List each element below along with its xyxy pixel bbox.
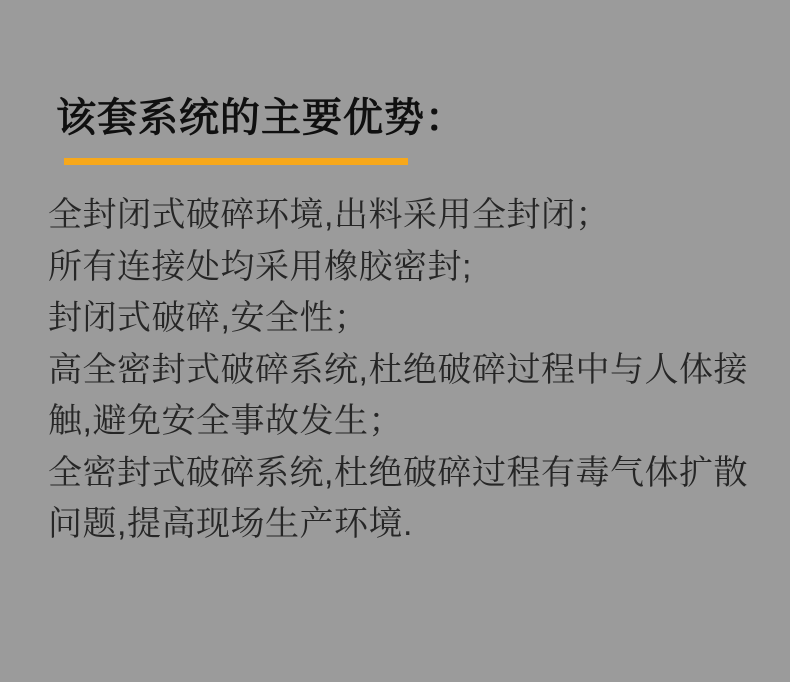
advantage-line: 问题,提高现场生产环境. bbox=[48, 505, 413, 543]
advantage-line: 全密封式破碎系统,杜绝破碎过程有毒气体扩散 bbox=[48, 453, 748, 492]
advantage-line: 封闭式破碎,安全性； bbox=[48, 299, 369, 337]
advantage-line: 触,避免安全事故发生； bbox=[48, 402, 403, 440]
advantage-line: 所有连接处均采用橡胶密封; bbox=[48, 247, 472, 286]
page-title: 该套系统的主要优势： bbox=[56, 96, 466, 140]
title-underline bbox=[64, 158, 408, 165]
advantage-line: 全封闭式破碎环境,出料采用全封闭； bbox=[48, 196, 610, 234]
advantages-list bbox=[48, 190, 770, 551]
advantage-line: 高全密封式破碎系统,杜绝破碎过程中与人体接 bbox=[48, 350, 748, 389]
